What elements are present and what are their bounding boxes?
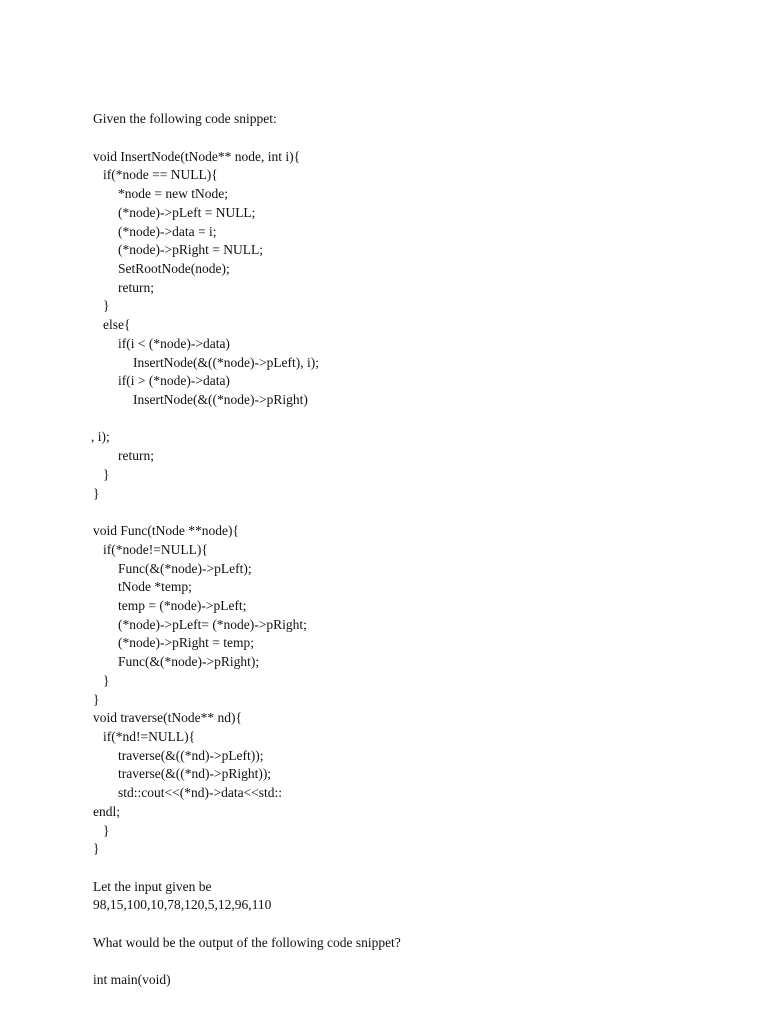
code-line: } — [103, 823, 110, 838]
code-line: (*node)->pRight = temp; — [118, 635, 254, 650]
input-values: 98,15,100,10,78,120,5,12,96,110 — [93, 897, 272, 912]
code-line: int main(void) — [93, 972, 171, 987]
code-line: , i); — [91, 429, 110, 444]
code-line: if(*node!=NULL){ — [103, 542, 208, 557]
question-text: Let the input given be — [93, 879, 212, 894]
code-line: void Func(tNode **node){ — [93, 523, 239, 538]
code-line: if(i < (*node)->data) — [118, 336, 230, 351]
code-line: if(*nd!=NULL){ — [103, 729, 196, 744]
code-line: } — [103, 673, 110, 688]
question-text: What would be the output of the following code snippet? — [93, 935, 401, 950]
code-line: (*node)->pLeft= (*node)->pRight; — [118, 617, 307, 632]
code-line: endl; — [93, 804, 120, 819]
code-line: return; — [118, 448, 154, 463]
code-line: traverse(&((*nd)->pLeft)); — [118, 748, 264, 763]
code-line: } — [93, 692, 100, 707]
code-line: void InsertNode(tNode** node, int i){ — [93, 149, 301, 164]
code-line: } — [93, 841, 100, 856]
code-line: } — [103, 298, 110, 313]
code-line: InsertNode(&((*node)->pLeft), i); — [133, 355, 320, 370]
code-line: tNode *temp; — [118, 579, 192, 594]
code-line: void traverse(tNode** nd){ — [93, 710, 242, 725]
code-line: if(*node == NULL){ — [103, 167, 218, 182]
intro-text: Given the following code snippet: — [93, 111, 277, 126]
code-line: Func(&(*node)->pLeft); — [118, 561, 252, 576]
code-line: traverse(&((*nd)->pRight)); — [118, 766, 272, 781]
code-line: InsertNode(&((*node)->pRight) — [133, 392, 308, 407]
code-line: else{ — [103, 317, 131, 332]
code-line: std::cout<<(*nd)->data<<std:: — [118, 785, 283, 800]
code-line: (*node)->data = i; — [118, 224, 217, 239]
code-line: *node = new tNode; — [118, 186, 228, 201]
code-line: } — [93, 486, 100, 501]
code-line: } — [103, 467, 110, 482]
code-line: return; — [118, 280, 154, 295]
code-line: (*node)->pRight = NULL; — [118, 242, 263, 257]
code-line: Func(&(*node)->pRight); — [118, 654, 260, 669]
code-line: (*node)->pLeft = NULL; — [118, 205, 256, 220]
code-line: SetRootNode(node); — [118, 261, 230, 276]
code-line: if(i > (*node)->data) — [118, 373, 230, 388]
code-line: temp = (*node)->pLeft; — [118, 598, 247, 613]
